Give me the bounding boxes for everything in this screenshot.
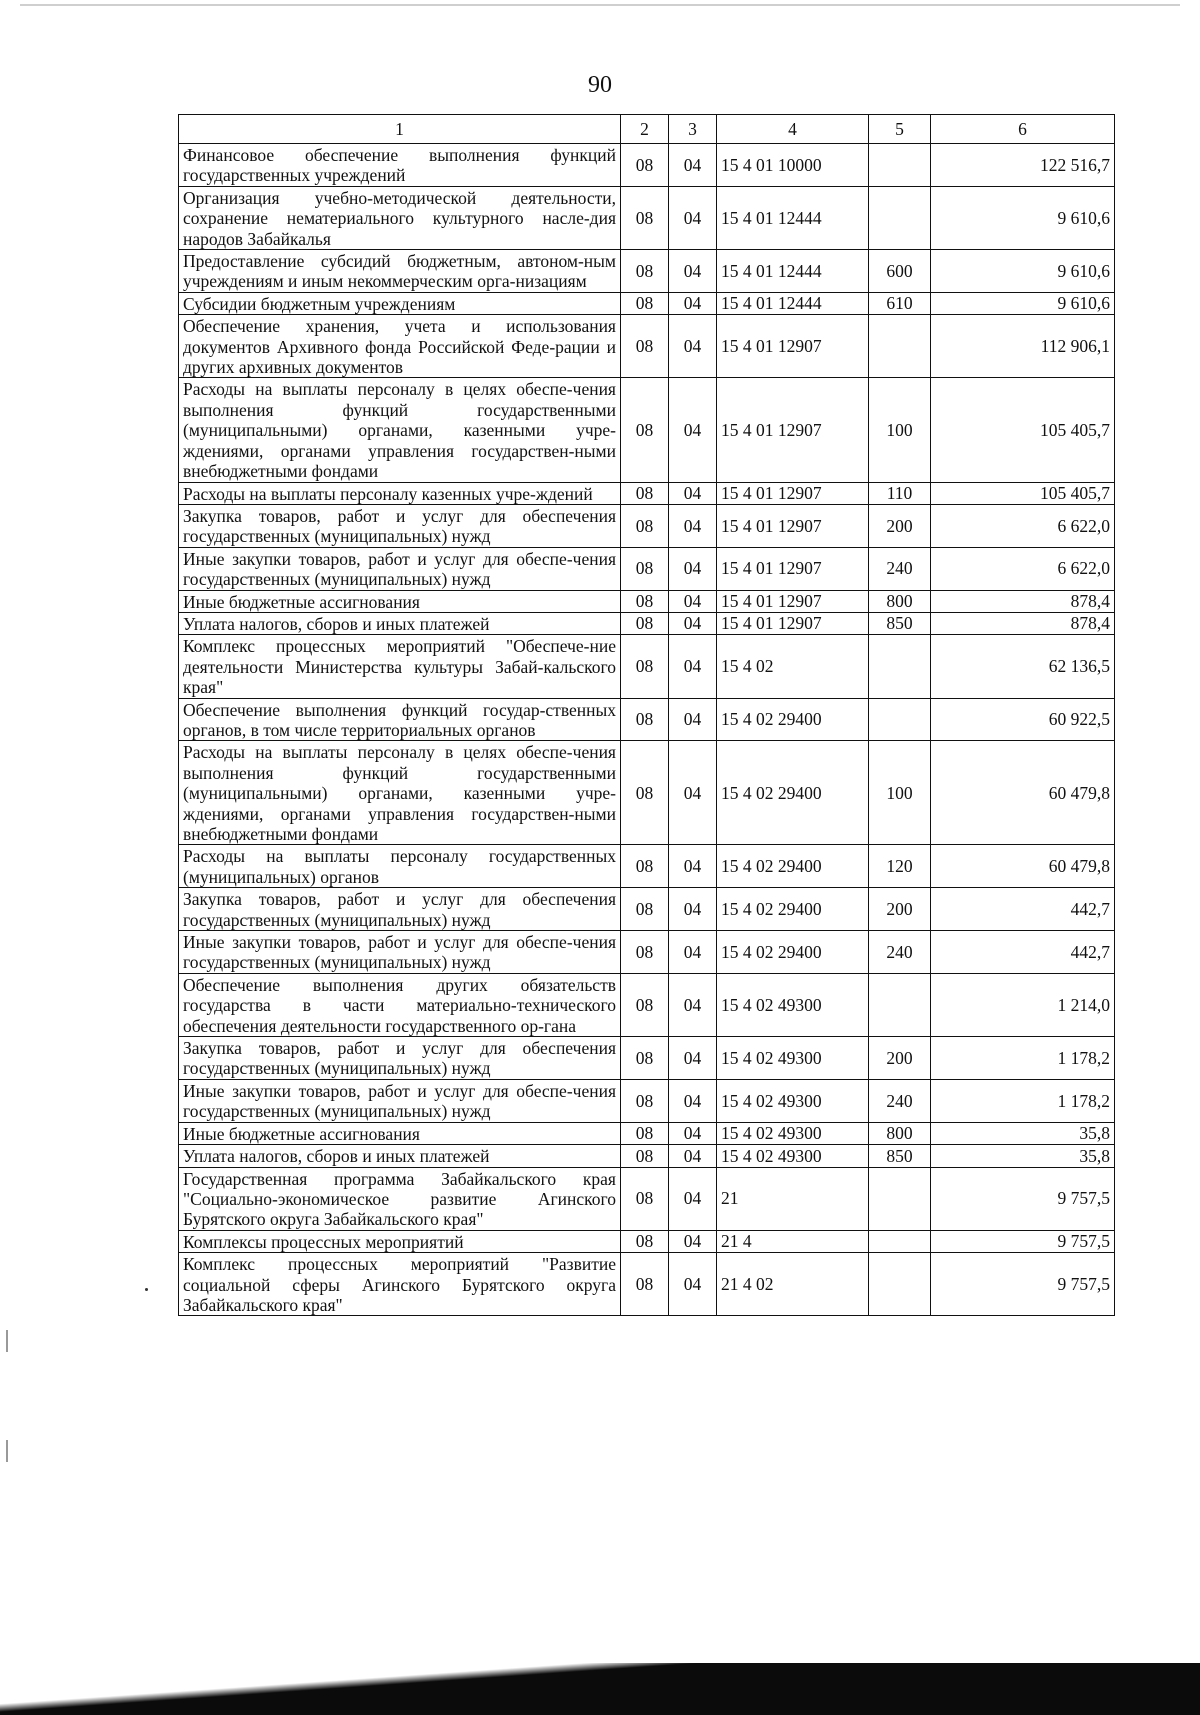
- column-header: 1: [179, 115, 621, 144]
- column-header: 2: [621, 115, 669, 144]
- budget-table: [178, 114, 1115, 1316]
- subsection-code: 04: [669, 1037, 717, 1080]
- section-code: 08: [621, 741, 669, 845]
- target-article-code: 21: [717, 1167, 869, 1230]
- section-code: 08: [621, 635, 669, 698]
- section-code: 08: [621, 1253, 669, 1316]
- amount: 105 405,7: [931, 482, 1115, 504]
- expense-type-code: 200: [869, 888, 931, 931]
- row-name: Субсидии бюджетным учреждениям: [179, 292, 621, 314]
- expense-type-code: [869, 1167, 931, 1230]
- table-row: [179, 973, 1115, 1036]
- section-code: 08: [621, 482, 669, 504]
- subsection-code: 04: [669, 378, 717, 482]
- subsection-code: 04: [669, 1167, 717, 1230]
- target-article-code: 15 4 01 12907: [717, 315, 869, 378]
- section-code: 08: [621, 1037, 669, 1080]
- section-code: 08: [621, 547, 669, 590]
- section-code: 08: [621, 931, 669, 974]
- subsection-code: 04: [669, 504, 717, 547]
- table-row: [179, 186, 1115, 249]
- subsection-code: 04: [669, 292, 717, 314]
- table-row: [179, 250, 1115, 293]
- section-code: 08: [621, 250, 669, 293]
- amount: 878,4: [931, 612, 1115, 634]
- row-name: Иные закупки товаров, работ и услуг для обеспе-чения государственных (муниципальных) нужд: [179, 931, 621, 974]
- section-code: 08: [621, 1079, 669, 1122]
- expense-type-code: [869, 635, 931, 698]
- target-article-code: 15 4 02 29400: [717, 845, 869, 888]
- amount: 6 622,0: [931, 547, 1115, 590]
- section-code: 08: [621, 315, 669, 378]
- table-row: [179, 741, 1115, 845]
- subsection-code: 04: [669, 931, 717, 974]
- row-name: Обеспечение хранения, учета и использования документов Архивного фонда Российской Феде-рации и других архивных документов: [179, 315, 621, 378]
- section-code: 08: [621, 186, 669, 249]
- page-number: 90: [588, 72, 612, 98]
- row-name: Иные закупки товаров, работ и услуг для обеспе-чения государственных (муниципальных) нужд: [179, 547, 621, 590]
- expense-type-code: [869, 1253, 931, 1316]
- row-name: Расходы на выплаты персоналу в целях обеспе-чения выполнения функций государственными (муниципальными) органами, казенными учре-ждениями, органами управления государствен-ными внебюджетными фондами: [179, 378, 621, 482]
- subsection-code: 04: [669, 741, 717, 845]
- expense-type-code: 800: [869, 590, 931, 612]
- amount: 9 610,6: [931, 186, 1115, 249]
- amount: 1 214,0: [931, 973, 1115, 1036]
- amount: 442,7: [931, 931, 1115, 974]
- subsection-code: 04: [669, 1145, 717, 1167]
- table-row: [179, 482, 1115, 504]
- row-name: Государственная программа Забайкальского края "Социально-экономическое развитие Агинского Бурятского округа Забайкальского края": [179, 1167, 621, 1230]
- expense-type-code: 240: [869, 547, 931, 590]
- expense-type-code: [869, 186, 931, 249]
- amount: 1 178,2: [931, 1079, 1115, 1122]
- target-article-code: 15 4 02 49300: [717, 1122, 869, 1144]
- target-article-code: 15 4 01 12907: [717, 590, 869, 612]
- row-name: Обеспечение выполнения других обязательств государства в части материально-технического обеспечения деятельности государственного ор-гана: [179, 973, 621, 1036]
- section-code: 08: [621, 292, 669, 314]
- subsection-code: 04: [669, 186, 717, 249]
- table-row: [179, 378, 1115, 482]
- section-code: 08: [621, 612, 669, 634]
- expense-type-code: [869, 698, 931, 741]
- column-header: 3: [669, 115, 717, 144]
- row-name: Иные закупки товаров, работ и услуг для обеспе-чения государственных (муниципальных) нужд: [179, 1079, 621, 1122]
- scan-bottom-edge: [0, 1663, 1200, 1715]
- target-article-code: 15 4 02: [717, 635, 869, 698]
- subsection-code: 04: [669, 973, 717, 1036]
- target-article-code: 15 4 01 12907: [717, 504, 869, 547]
- row-name: Закупка товаров, работ и услуг для обеспечения государственных (муниципальных) нужд: [179, 888, 621, 931]
- column-header: 6: [931, 115, 1115, 144]
- table-row: [179, 1253, 1115, 1316]
- amount: 9 757,5: [931, 1230, 1115, 1252]
- target-article-code: 21 4 02: [717, 1253, 869, 1316]
- row-name: Закупка товаров, работ и услуг для обеспечения государственных (муниципальных) нужд: [179, 504, 621, 547]
- table-row: [179, 845, 1115, 888]
- section-code: 08: [621, 973, 669, 1036]
- amount: 35,8: [931, 1145, 1115, 1167]
- target-article-code: 15 4 02 29400: [717, 888, 869, 931]
- column-header: 4: [717, 115, 869, 144]
- section-code: 08: [621, 1145, 669, 1167]
- amount: 60 922,5: [931, 698, 1115, 741]
- scan-dot: [145, 1288, 148, 1291]
- subsection-code: 04: [669, 612, 717, 634]
- row-name: Расходы на выплаты персоналу государственных (муниципальных) органов: [179, 845, 621, 888]
- expense-type-code: [869, 1230, 931, 1252]
- amount: 878,4: [931, 590, 1115, 612]
- table-row: [179, 635, 1115, 698]
- table-header-row: [179, 115, 1115, 144]
- section-code: 08: [621, 698, 669, 741]
- amount: 112 906,1: [931, 315, 1115, 378]
- subsection-code: 04: [669, 1079, 717, 1122]
- row-name: Комплекс процессных мероприятий "Обеспече-ние деятельности Министерства культуры Забай-кальского края": [179, 635, 621, 698]
- expense-type-code: 100: [869, 741, 931, 845]
- expense-type-code: 200: [869, 504, 931, 547]
- table-row: [179, 504, 1115, 547]
- table-row: [179, 590, 1115, 612]
- table-row: [179, 1079, 1115, 1122]
- table-row: [179, 888, 1115, 931]
- table-row: [179, 547, 1115, 590]
- table-row: [179, 144, 1115, 187]
- target-article-code: 15 4 01 12444: [717, 186, 869, 249]
- subsection-code: 04: [669, 888, 717, 931]
- section-code: 08: [621, 144, 669, 187]
- target-article-code: 15 4 02 29400: [717, 931, 869, 974]
- scan-margin-mark: [6, 1440, 8, 1462]
- section-code: 08: [621, 504, 669, 547]
- section-code: 08: [621, 1122, 669, 1144]
- amount: 9 610,6: [931, 250, 1115, 293]
- subsection-code: 04: [669, 1253, 717, 1316]
- subsection-code: 04: [669, 635, 717, 698]
- amount: 62 136,5: [931, 635, 1115, 698]
- subsection-code: 04: [669, 845, 717, 888]
- table-row: [179, 1230, 1115, 1252]
- row-name: Предоставление субсидий бюджетным, автоном-ным учреждениям и иным некоммерческим орга-низациям: [179, 250, 621, 293]
- expense-type-code: [869, 973, 931, 1036]
- row-name: Расходы на выплаты персоналу казенных учре-ждений: [179, 482, 621, 504]
- row-name: Уплата налогов, сборов и иных платежей: [179, 612, 621, 634]
- expense-type-code: 800: [869, 1122, 931, 1144]
- subsection-code: 04: [669, 1122, 717, 1144]
- section-code: 08: [621, 590, 669, 612]
- expense-type-code: 600: [869, 250, 931, 293]
- target-article-code: 15 4 02 49300: [717, 1079, 869, 1122]
- table-row: [179, 292, 1115, 314]
- target-article-code: 15 4 01 12907: [717, 378, 869, 482]
- section-code: 08: [621, 888, 669, 931]
- expense-type-code: 850: [869, 1145, 931, 1167]
- table-row: [179, 698, 1115, 741]
- scan-margin-mark: [6, 1330, 8, 1352]
- target-article-code: 15 4 01 12444: [717, 292, 869, 314]
- expense-type-code: 240: [869, 931, 931, 974]
- target-article-code: 15 4 01 12907: [717, 612, 869, 634]
- table-row: [179, 1122, 1115, 1144]
- section-code: 08: [621, 378, 669, 482]
- target-article-code: 15 4 01 12907: [717, 482, 869, 504]
- amount: 60 479,8: [931, 741, 1115, 845]
- target-article-code: 15 4 02 49300: [717, 1145, 869, 1167]
- section-code: 08: [621, 1167, 669, 1230]
- expense-type-code: 200: [869, 1037, 931, 1080]
- expense-type-code: 240: [869, 1079, 931, 1122]
- subsection-code: 04: [669, 315, 717, 378]
- table-body: [179, 144, 1115, 1316]
- amount: 9 757,5: [931, 1167, 1115, 1230]
- target-article-code: 21 4: [717, 1230, 869, 1252]
- row-name: Закупка товаров, работ и услуг для обеспечения государственных (муниципальных) нужд: [179, 1037, 621, 1080]
- amount: 9 757,5: [931, 1253, 1115, 1316]
- subsection-code: 04: [669, 482, 717, 504]
- expense-type-code: [869, 315, 931, 378]
- table-row: [179, 1145, 1115, 1167]
- expense-type-code: [869, 144, 931, 187]
- target-article-code: 15 4 02 49300: [717, 1037, 869, 1080]
- section-code: 08: [621, 1230, 669, 1252]
- target-article-code: 15 4 01 12444: [717, 250, 869, 293]
- expense-type-code: 610: [869, 292, 931, 314]
- amount: 35,8: [931, 1122, 1115, 1144]
- table-row: [179, 1037, 1115, 1080]
- row-name: Иные бюджетные ассигнования: [179, 1122, 621, 1144]
- subsection-code: 04: [669, 250, 717, 293]
- row-name: Комплекс процессных мероприятий "Развитие социальной сферы Агинского Бурятского округа Забайкальского края": [179, 1253, 621, 1316]
- section-code: 08: [621, 845, 669, 888]
- row-name: Финансовое обеспечение выполнения функций государственных учреждений: [179, 144, 621, 187]
- table-row: [179, 1167, 1115, 1230]
- column-header: 5: [869, 115, 931, 144]
- subsection-code: 04: [669, 1230, 717, 1252]
- subsection-code: 04: [669, 547, 717, 590]
- amount: 1 178,2: [931, 1037, 1115, 1080]
- row-name: Организация учебно-методической деятельности, сохранение нематериального культурного насле-дия народов Забайкалья: [179, 186, 621, 249]
- row-name: Комплексы процессных мероприятий: [179, 1230, 621, 1252]
- table-row: [179, 315, 1115, 378]
- scan-top-rule: [20, 4, 1180, 6]
- row-name: Расходы на выплаты персоналу в целях обеспе-чения выполнения функций государственными (муниципальными) органами, казенными учре-ждениями, органами управления государствен-ными внебюджетными фондами: [179, 741, 621, 845]
- expense-type-code: 120: [869, 845, 931, 888]
- amount: 60 479,8: [931, 845, 1115, 888]
- target-article-code: 15 4 02 29400: [717, 741, 869, 845]
- amount: 442,7: [931, 888, 1115, 931]
- amount: 6 622,0: [931, 504, 1115, 547]
- subsection-code: 04: [669, 590, 717, 612]
- target-article-code: 15 4 01 12907: [717, 547, 869, 590]
- expense-type-code: 850: [869, 612, 931, 634]
- amount: 9 610,6: [931, 292, 1115, 314]
- target-article-code: 15 4 02 29400: [717, 698, 869, 741]
- subsection-code: 04: [669, 698, 717, 741]
- amount: 122 516,7: [931, 144, 1115, 187]
- row-name: Иные бюджетные ассигнования: [179, 590, 621, 612]
- row-name: Уплата налогов, сборов и иных платежей: [179, 1145, 621, 1167]
- table-row: [179, 931, 1115, 974]
- target-article-code: 15 4 02 49300: [717, 973, 869, 1036]
- row-name: Обеспечение выполнения функций государ-ственных органов, в том числе территориальных органов: [179, 698, 621, 741]
- expense-type-code: 100: [869, 378, 931, 482]
- expense-type-code: 110: [869, 482, 931, 504]
- target-article-code: 15 4 01 10000: [717, 144, 869, 187]
- table-row: [179, 612, 1115, 634]
- amount: 105 405,7: [931, 378, 1115, 482]
- subsection-code: 04: [669, 144, 717, 187]
